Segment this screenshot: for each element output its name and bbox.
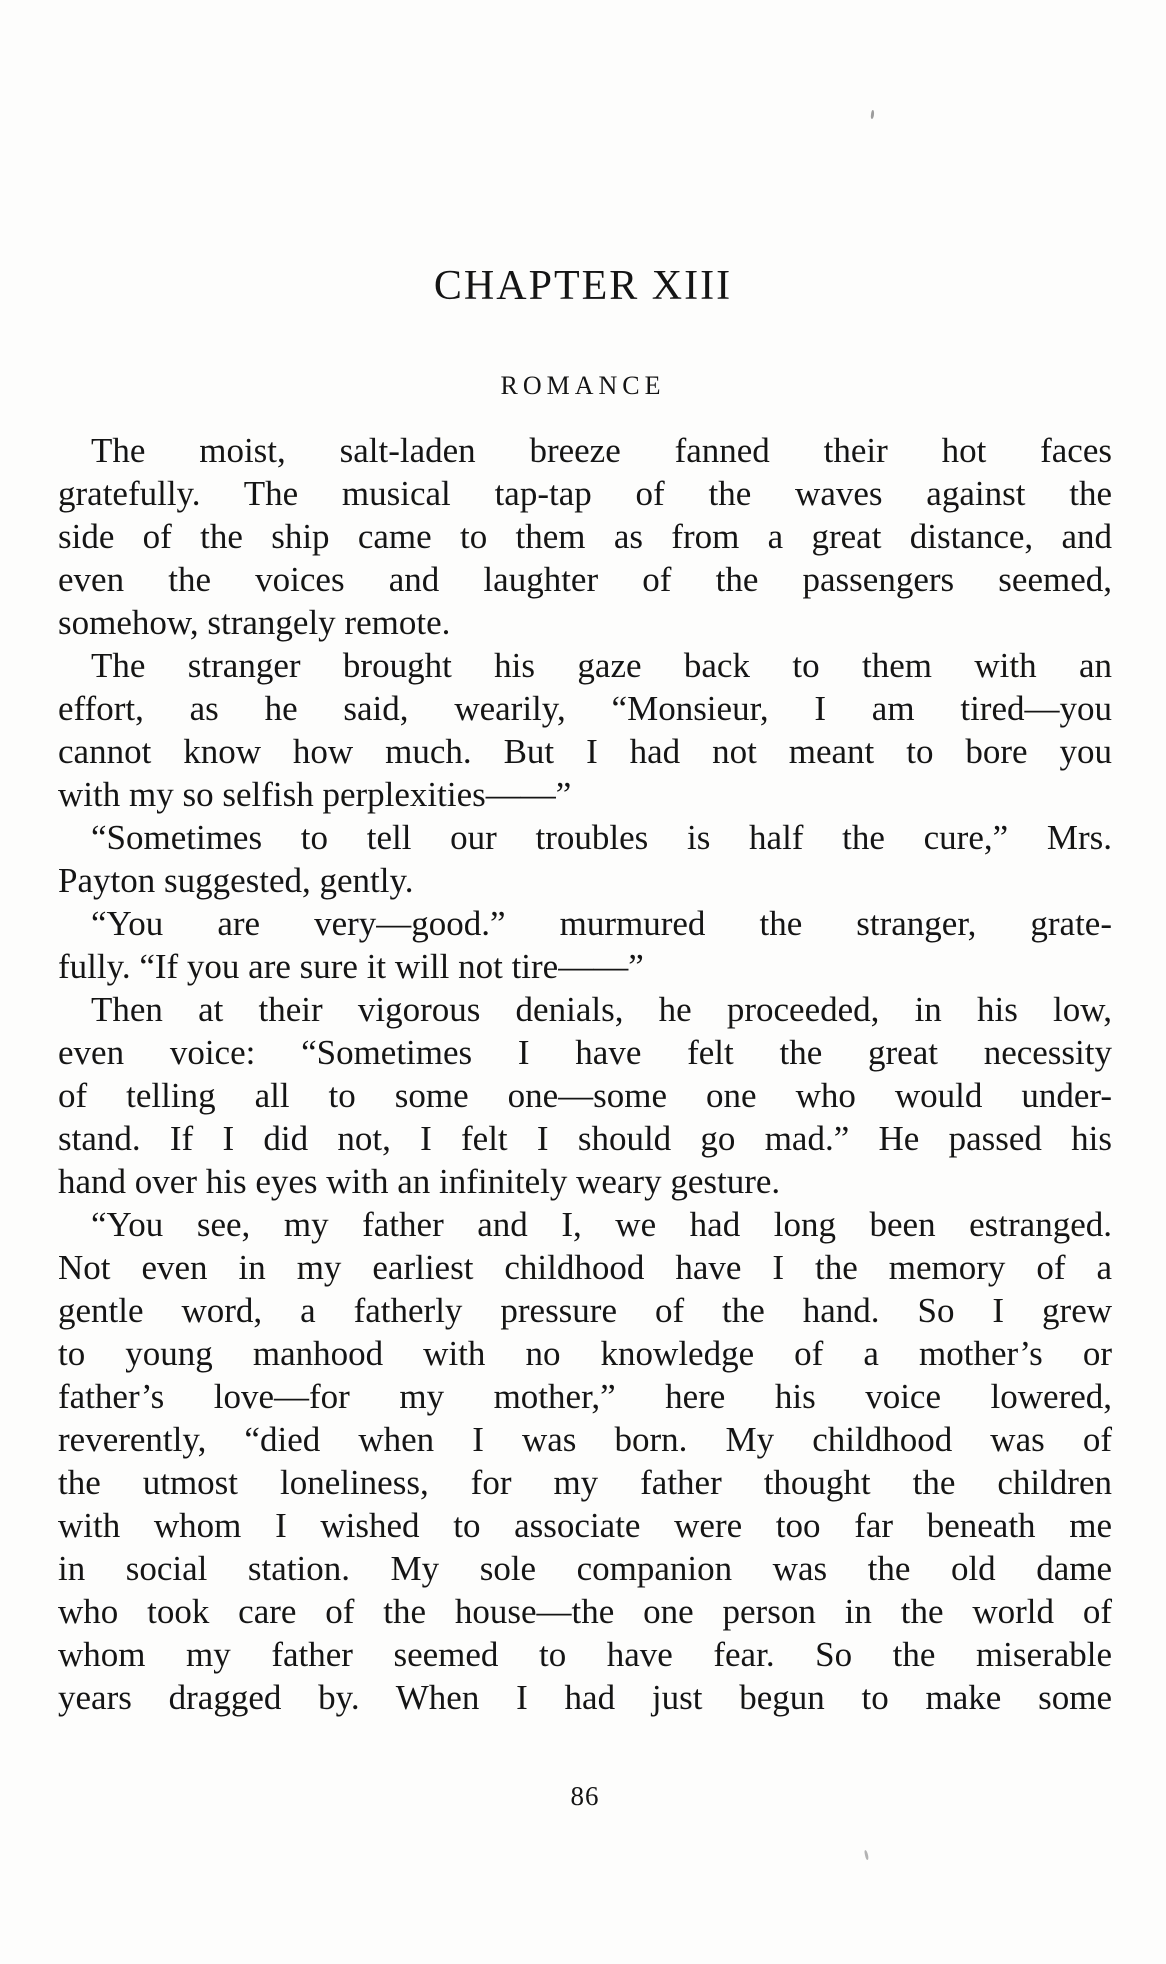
text-line: The stranger brought his gaze back to them with an xyxy=(91,646,1112,686)
text-line: “You are very—good.” murmured the stranger, grate- xyxy=(91,904,1112,944)
text-line: gentle word, a fatherly pressure of the hand. So I grew xyxy=(58,1291,1112,1331)
text-line: stand. If I did not, I felt I should go mad.” He passed his xyxy=(58,1119,1112,1159)
text-line: cannot know how much. But I had not meant to bore you xyxy=(58,732,1112,772)
paragraph xyxy=(58,816,1112,902)
text-line: Payton suggested, gently. xyxy=(58,861,414,901)
text-line: whom my father seemed to have fear. So the miserable xyxy=(58,1635,1112,1675)
paragraph xyxy=(58,902,1112,988)
page-body xyxy=(58,429,1112,1719)
paragraph xyxy=(58,1203,1112,1719)
paragraph xyxy=(58,644,1112,816)
page-number: 86 xyxy=(570,1781,600,1812)
text-line: of telling all to some one—some one who would under- xyxy=(58,1076,1112,1116)
text-line: side of the ship came to them as from a great distance, and xyxy=(58,517,1112,557)
text-line: effort, as he said, wearily, “Monsieur, I am tired—you xyxy=(58,689,1112,729)
text-line: fully. “If you are sure it will not tire——” xyxy=(58,947,644,987)
text-line: father’s love—for my mother,” here his voice lowered, xyxy=(58,1377,1112,1417)
text-line: Not even in my earliest childhood have I the memory of a xyxy=(58,1248,1112,1288)
chapter-title: CHAPTER XIII xyxy=(433,263,733,309)
paragraph xyxy=(58,429,1112,644)
text-line: hand over his eyes with an infinitely weary gesture. xyxy=(58,1162,781,1202)
text-line: even voice: “Sometimes I have felt the great necessity xyxy=(58,1033,1112,1073)
scan-artifact xyxy=(870,110,874,119)
scan-artifact xyxy=(864,1850,869,1860)
text-line: reverently, “died when I was born. My childhood was of xyxy=(58,1420,1112,1460)
paragraph xyxy=(58,988,1112,1203)
text-line: with my so selfish perplexities——” xyxy=(58,775,572,815)
text-line: somehow, strangely remote. xyxy=(58,603,451,643)
text-line: with whom I wished to associate were too far beneath me xyxy=(58,1506,1112,1546)
text-line: gratefully. The musical tap-tap of the waves against the xyxy=(58,474,1112,514)
text-line: in social station. My sole companion was the old dame xyxy=(58,1549,1112,1589)
text-line: The moist, salt-laden breeze fanned their hot faces xyxy=(91,431,1112,471)
text-line: who took care of the house—the one person in the world of xyxy=(58,1592,1112,1632)
text-line: “You see, my father and I, we had long been estranged. xyxy=(91,1205,1112,1245)
text-line: “Sometimes to tell our troubles is half the cure,” Mrs. xyxy=(91,818,1112,858)
section-title: ROMANCE xyxy=(500,371,666,401)
text-line: even the voices and laughter of the passengers seemed, xyxy=(58,560,1112,600)
text-line: to young manhood with no knowledge of a mother’s or xyxy=(58,1334,1112,1374)
text-line: the utmost loneliness, for my father thought the children xyxy=(58,1463,1112,1503)
text-line: years dragged by. When I had just begun to make some xyxy=(58,1678,1112,1718)
text-line: Then at their vigorous denials, he proceeded, in his low, xyxy=(91,990,1112,1030)
